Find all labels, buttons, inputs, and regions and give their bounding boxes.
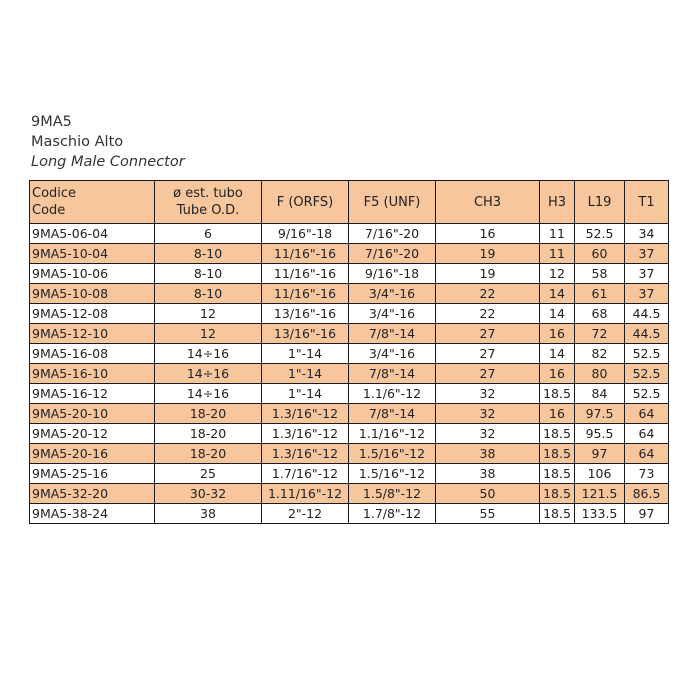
table-cell-col-t1: 52.5 xyxy=(625,384,669,404)
table-row xyxy=(30,344,669,364)
table-cell-col-l19: 52.5 xyxy=(575,224,625,244)
table-cell-col-code: 9MA5-06-04 xyxy=(30,224,155,244)
header-col-t1 xyxy=(625,181,669,224)
table-cell-col-l19: 133.5 xyxy=(575,504,625,524)
table-cell-col-ch3: 27 xyxy=(436,344,540,364)
table-cell-col-l19: 61 xyxy=(575,284,625,304)
table-cell-col-f5-unf: 9/16"-18 xyxy=(349,264,436,284)
table-cell-col-tube-od: 14÷16 xyxy=(155,364,262,384)
header-sublabel: Code xyxy=(32,203,66,218)
table-cell-col-l19: 97 xyxy=(575,444,625,464)
table-cell-col-tube-od: 6 xyxy=(155,224,262,244)
table-cell-col-tube-od: 14÷16 xyxy=(155,344,262,364)
table-row xyxy=(30,244,669,264)
table-cell-col-f-orfs: 11/16"-16 xyxy=(262,284,349,304)
table-cell-col-tube-od: 8-10 xyxy=(155,264,262,284)
table-row xyxy=(30,384,669,404)
header-col-f-orfs xyxy=(262,181,349,224)
product-name-italian: Maschio Alto xyxy=(31,134,124,150)
table-cell-col-code: 9MA5-20-12 xyxy=(30,424,155,444)
table-cell-col-code: 9MA5-20-10 xyxy=(30,404,155,424)
table-cell-col-t1: 37 xyxy=(625,284,669,304)
table-cell-col-f-orfs: 1"-14 xyxy=(262,344,349,364)
table-cell-col-ch3: 27 xyxy=(436,364,540,384)
table-row xyxy=(30,364,669,384)
header-label: F5 (UNF) xyxy=(363,194,421,210)
table-cell-col-tube-od: 8-10 xyxy=(155,284,262,304)
table-cell-col-code: 9MA5-10-06 xyxy=(30,264,155,284)
table-cell-col-f-orfs: 1.3/16"-12 xyxy=(262,424,349,444)
header-col-code xyxy=(30,181,155,224)
table-cell-col-ch3: 50 xyxy=(436,484,540,504)
specification-table xyxy=(29,180,669,524)
table-cell-col-t1: 37 xyxy=(625,244,669,264)
header-sublabel: Tube O.D. xyxy=(176,203,240,218)
product-code: 9MA5 xyxy=(31,114,72,130)
table-cell-col-f5-unf: 7/8"-14 xyxy=(349,324,436,344)
table-cell-col-code: 9MA5-16-08 xyxy=(30,344,155,364)
table-cell-col-ch3: 22 xyxy=(436,284,540,304)
table-cell-col-t1: 97 xyxy=(625,504,669,524)
header-label: F (ORFS) xyxy=(276,194,334,210)
table-cell-col-ch3: 16 xyxy=(436,224,540,244)
table-cell-col-f5-unf: 1.7/8"-12 xyxy=(349,504,436,524)
table-cell-col-t1: 34 xyxy=(625,224,669,244)
table-row xyxy=(30,464,669,484)
header-label: ø est. tubo xyxy=(173,186,243,201)
table-row xyxy=(30,224,669,244)
table-cell-col-h3: 12 xyxy=(540,264,575,284)
table-cell-col-f-orfs: 1.11/16"-12 xyxy=(262,484,349,504)
table-cell-col-l19: 106 xyxy=(575,464,625,484)
table-cell-col-h3: 14 xyxy=(540,344,575,364)
table-cell-col-code: 9MA5-16-12 xyxy=(30,384,155,404)
table-cell-col-l19: 60 xyxy=(575,244,625,264)
table-cell-col-f-orfs: 1.3/16"-12 xyxy=(262,444,349,464)
table-cell-col-f5-unf: 7/16"-20 xyxy=(349,244,436,264)
table-cell-col-f-orfs: 1"-14 xyxy=(262,384,349,404)
table-cell-col-f5-unf: 3/4"-16 xyxy=(349,284,436,304)
table-cell-col-h3: 16 xyxy=(540,324,575,344)
table-row xyxy=(30,444,669,464)
table-cell-col-f5-unf: 1.5/8"-12 xyxy=(349,484,436,504)
table-cell-col-t1: 73 xyxy=(625,464,669,484)
table-cell-col-h3: 11 xyxy=(540,244,575,264)
table-cell-col-f5-unf: 3/4"-16 xyxy=(349,304,436,324)
header-col-h3 xyxy=(540,181,575,224)
table-cell-col-h3: 14 xyxy=(540,304,575,324)
table-cell-col-code: 9MA5-10-04 xyxy=(30,244,155,264)
table-cell-col-f-orfs: 1.7/16"-12 xyxy=(262,464,349,484)
table-cell-col-h3: 16 xyxy=(540,404,575,424)
table-cell-col-f-orfs: 2"-12 xyxy=(262,504,349,524)
table-cell-col-f5-unf: 1.1/6"-12 xyxy=(349,384,436,404)
table-cell-col-code: 9MA5-32-20 xyxy=(30,484,155,504)
table-cell-col-ch3: 32 xyxy=(436,384,540,404)
table-cell-col-f5-unf: 1.1/16"-12 xyxy=(349,424,436,444)
table-cell-col-tube-od: 14÷16 xyxy=(155,384,262,404)
table-cell-col-l19: 58 xyxy=(575,264,625,284)
table-cell-col-t1: 37 xyxy=(625,264,669,284)
table-cell-col-h3: 14 xyxy=(540,284,575,304)
header-label: CH3 xyxy=(473,194,502,210)
table-cell-col-f5-unf: 1.5/16"-12 xyxy=(349,464,436,484)
table-cell-col-t1: 52.5 xyxy=(625,364,669,384)
header-label: H3 xyxy=(547,194,567,210)
table-cell-col-code: 9MA5-25-16 xyxy=(30,464,155,484)
table-cell-col-t1: 44.5 xyxy=(625,324,669,344)
table-cell-col-f5-unf: 7/8"-14 xyxy=(349,404,436,424)
table-cell-col-h3: 18.5 xyxy=(540,384,575,404)
table-cell-col-f5-unf: 1.5/16"-12 xyxy=(349,444,436,464)
table-cell-col-f-orfs: 13/16"-16 xyxy=(262,324,349,344)
table-cell-col-f-orfs: 1"-14 xyxy=(262,364,349,384)
table-cell-col-t1: 64 xyxy=(625,404,669,424)
table-cell-col-tube-od: 18-20 xyxy=(155,404,262,424)
header-label: T1 xyxy=(638,194,655,210)
table-cell-col-ch3: 19 xyxy=(436,244,540,264)
table-cell-col-code: 9MA5-12-08 xyxy=(30,304,155,324)
table-cell-col-h3: 16 xyxy=(540,364,575,384)
header-col-tube-od xyxy=(155,181,262,224)
table-cell-col-l19: 82 xyxy=(575,344,625,364)
table-cell-col-l19: 97.5 xyxy=(575,404,625,424)
table-row xyxy=(30,504,669,524)
table-cell-col-ch3: 38 xyxy=(436,444,540,464)
table-cell-col-l19: 72 xyxy=(575,324,625,344)
header-col-f5-unf xyxy=(349,181,436,224)
table-cell-col-l19: 68 xyxy=(575,304,625,324)
table-cell-col-tube-od: 18-20 xyxy=(155,444,262,464)
table-row xyxy=(30,424,669,444)
table-cell-col-h3: 18.5 xyxy=(540,504,575,524)
table-cell-col-f-orfs: 11/16"-16 xyxy=(262,244,349,264)
table-cell-col-h3: 18.5 xyxy=(540,444,575,464)
table-cell-col-h3: 18.5 xyxy=(540,424,575,444)
table-cell-col-t1: 52.5 xyxy=(625,344,669,364)
product-name-english: Long Male Connector xyxy=(31,154,185,170)
table-cell-col-ch3: 19 xyxy=(436,264,540,284)
table-row xyxy=(30,324,669,344)
table-cell-col-h3: 18.5 xyxy=(540,464,575,484)
table-cell-col-ch3: 38 xyxy=(436,464,540,484)
table-cell-col-code: 9MA5-12-10 xyxy=(30,324,155,344)
table-cell-col-ch3: 32 xyxy=(436,404,540,424)
table-cell-col-t1: 44.5 xyxy=(625,304,669,324)
table-cell-col-ch3: 32 xyxy=(436,424,540,444)
table-cell-col-code: 9MA5-16-10 xyxy=(30,364,155,384)
table-cell-col-ch3: 55 xyxy=(436,504,540,524)
table-cell-col-tube-od: 12 xyxy=(155,324,262,344)
header-col-ch3 xyxy=(436,181,540,224)
table-cell-col-l19: 80 xyxy=(575,364,625,384)
table-cell-col-tube-od: 18-20 xyxy=(155,424,262,444)
header-label: L19 xyxy=(587,194,612,210)
table-row xyxy=(30,264,669,284)
table-cell-col-l19: 84 xyxy=(575,384,625,404)
table-header-row xyxy=(30,181,669,224)
table-cell-col-f5-unf: 7/16"-20 xyxy=(349,224,436,244)
table-cell-col-f-orfs: 11/16"-16 xyxy=(262,264,349,284)
table-cell-col-code: 9MA5-38-24 xyxy=(30,504,155,524)
product-heading xyxy=(31,112,185,172)
table-cell-col-code: 9MA5-20-16 xyxy=(30,444,155,464)
table-body xyxy=(30,224,669,524)
table-row xyxy=(30,484,669,504)
table-cell-col-t1: 64 xyxy=(625,424,669,444)
table-cell-col-h3: 11 xyxy=(540,224,575,244)
table-cell-col-f-orfs: 9/16"-18 xyxy=(262,224,349,244)
table-cell-col-tube-od: 25 xyxy=(155,464,262,484)
table-cell-col-tube-od: 38 xyxy=(155,504,262,524)
header-label: Codice xyxy=(32,186,77,201)
table-cell-col-ch3: 22 xyxy=(436,304,540,324)
table-cell-col-f-orfs: 13/16"-16 xyxy=(262,304,349,324)
table-cell-col-f-orfs: 1.3/16"-12 xyxy=(262,404,349,424)
table-cell-col-f5-unf: 7/8"-14 xyxy=(349,364,436,384)
table-cell-col-l19: 121.5 xyxy=(575,484,625,504)
table-cell-col-ch3: 27 xyxy=(436,324,540,344)
table-cell-col-tube-od: 30-32 xyxy=(155,484,262,504)
table-cell-col-tube-od: 12 xyxy=(155,304,262,324)
table-cell-col-tube-od: 8-10 xyxy=(155,244,262,264)
table-cell-col-f5-unf: 3/4"-16 xyxy=(349,344,436,364)
table-row xyxy=(30,404,669,424)
table-cell-col-t1: 64 xyxy=(625,444,669,464)
table-cell-col-h3: 18.5 xyxy=(540,484,575,504)
table-cell-col-code: 9MA5-10-08 xyxy=(30,284,155,304)
table-cell-col-t1: 86.5 xyxy=(625,484,669,504)
header-col-l19 xyxy=(575,181,625,224)
table-cell-col-l19: 95.5 xyxy=(575,424,625,444)
table-row xyxy=(30,304,669,324)
table-row xyxy=(30,284,669,304)
